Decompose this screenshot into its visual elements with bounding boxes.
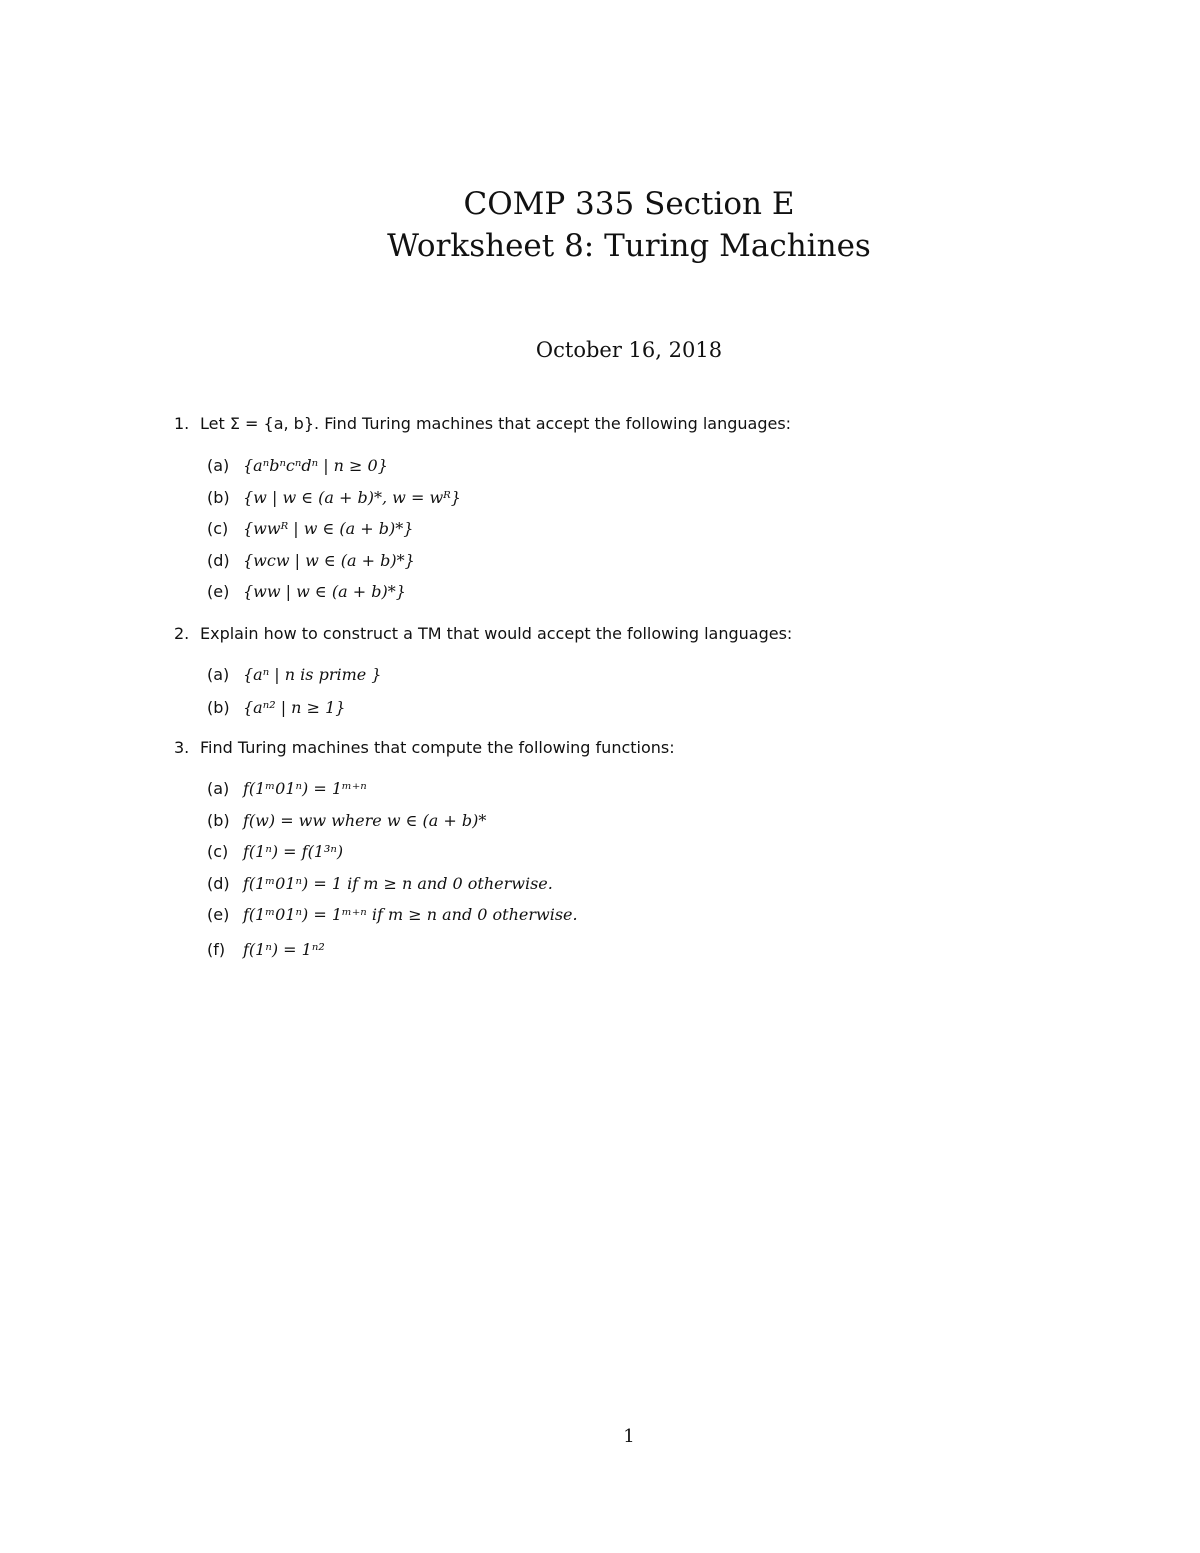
question-number: 1. [174, 414, 190, 433]
list-item [207, 551, 415, 570]
list-item [207, 874, 553, 893]
item-label: (a) [207, 779, 230, 798]
list-item [207, 665, 381, 684]
item-expression: {wcw | w ∈ (a + b)*} [243, 551, 415, 570]
item-expression: f(1ⁿ) = f(1³ⁿ) [243, 842, 344, 861]
item-expression: f(1ᵐ01ⁿ) = 1 if m ≥ n and 0 otherwise. [243, 874, 553, 893]
item-expression: {aⁿ² | n ≥ 1} [243, 698, 346, 717]
item-label: (d) [207, 551, 230, 570]
item-expression: {wwᴿ | w ∈ (a + b)*} [243, 519, 414, 538]
question-3 [174, 738, 675, 757]
item-label: (d) [207, 874, 230, 893]
question-number: 3. [174, 738, 190, 757]
list-item [207, 698, 345, 717]
list-item [207, 940, 325, 959]
list-item [207, 779, 367, 798]
item-expression: f(1ᵐ01ⁿ) = 1ᵐ⁺ⁿ if m ≥ n and 0 otherwise. [243, 905, 578, 924]
list-item [207, 905, 578, 924]
list-item [207, 488, 461, 507]
item-label: (e) [207, 582, 230, 601]
item-expression: {aⁿbⁿcⁿdⁿ | n ≥ 0} [243, 456, 388, 475]
item-label: (a) [207, 665, 230, 684]
document-subtitle: Worksheet 8: Turing Machines [387, 228, 871, 264]
question-prompt: Let Σ = {a, b}. Find Turing machines that accept the following languages: [200, 414, 792, 433]
question-1 [174, 414, 791, 433]
question-2 [174, 624, 792, 643]
question-prompt: Find Turing machines that compute the following functions: [200, 738, 675, 757]
list-item [207, 842, 343, 861]
item-expression: {ww | w ∈ (a + b)*} [243, 582, 406, 601]
item-expression: f(1ⁿ) = 1ⁿ² [243, 940, 325, 959]
item-label: (b) [207, 698, 230, 717]
question-prompt: Explain how to construct a TM that would accept the following languages: [200, 624, 793, 643]
list-item [207, 519, 413, 538]
item-label: (c) [207, 519, 229, 538]
list-item [207, 811, 486, 830]
item-label: (a) [207, 456, 230, 475]
item-expression: {aⁿ | n is prime } [243, 665, 382, 684]
document-title: COMP 335 Section E [463, 186, 795, 222]
item-label: (b) [207, 488, 230, 507]
list-item [207, 456, 388, 475]
item-label: (c) [207, 842, 229, 861]
item-expression: {w | w ∈ (a + b)*, w = wᴿ} [243, 488, 461, 507]
document-date: October 16, 2018 [535, 338, 723, 362]
item-label: (e) [207, 905, 230, 924]
question-number: 2. [174, 624, 190, 643]
item-label: (b) [207, 811, 230, 830]
item-expression: f(w) = ww where w ∈ (a + b)* [243, 811, 487, 830]
item-label: (f) [207, 940, 226, 959]
list-item [207, 582, 406, 601]
item-expression: f(1ᵐ01ⁿ) = 1ᵐ⁺ⁿ [243, 779, 367, 798]
page-number: 1 [623, 1426, 635, 1447]
